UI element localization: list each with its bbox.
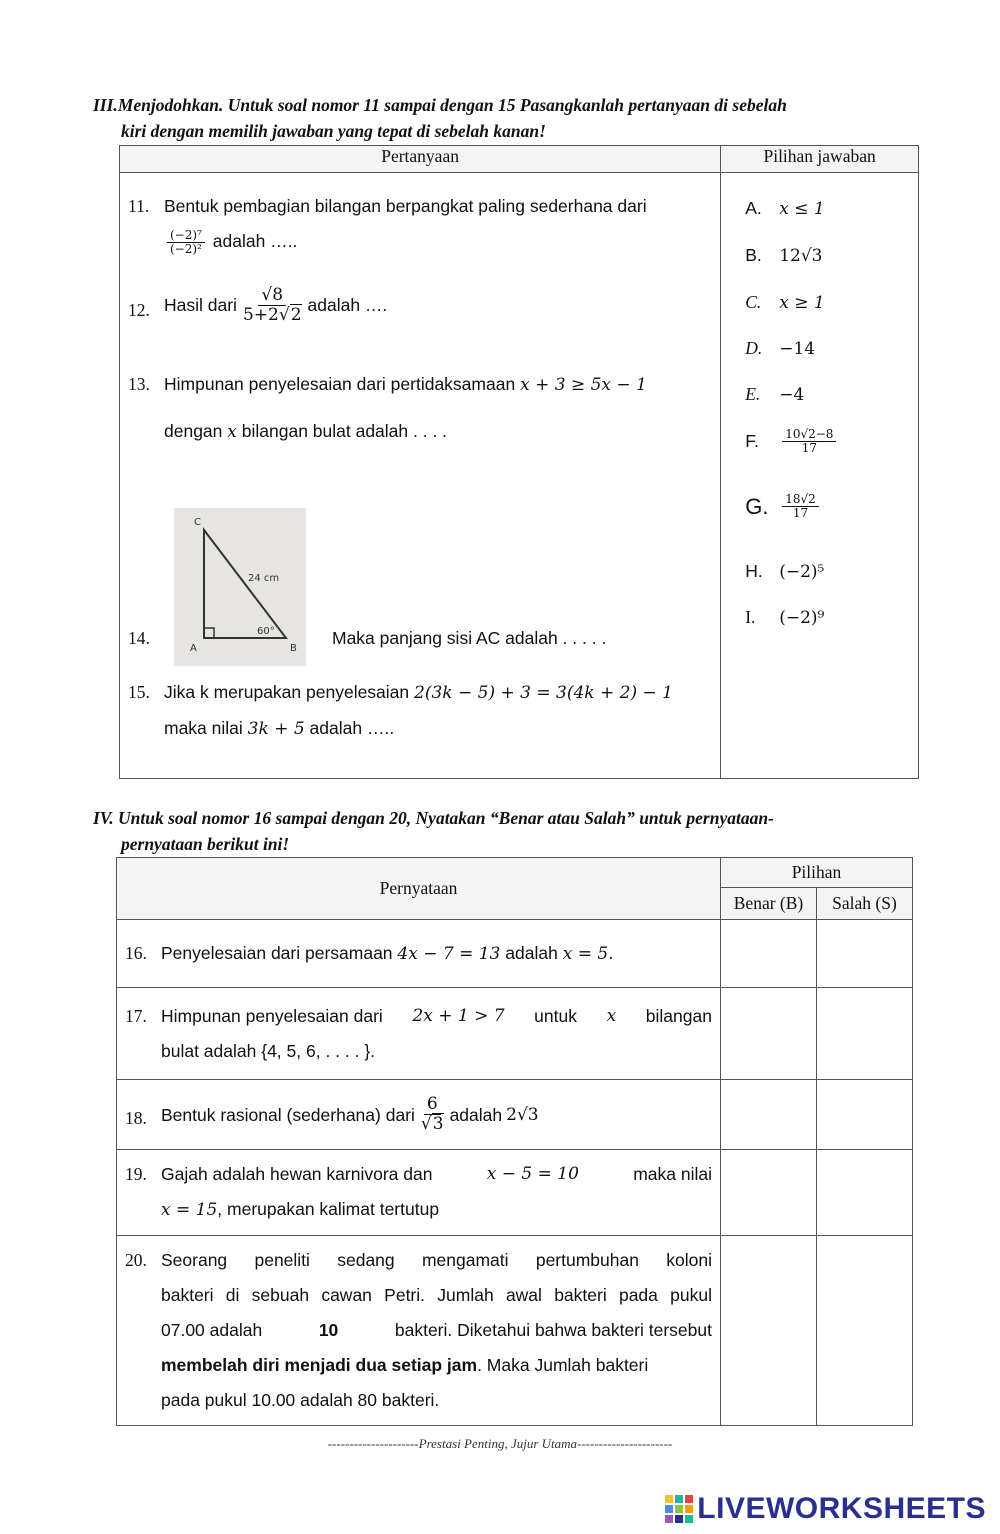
statement-number: 20. — [125, 1250, 147, 1270]
column-header-statement: Pernyataan — [117, 858, 721, 920]
section-3-title-line1: Menjodohkan. Untuk soal nomor 11 sampai dengan 15 Pasangkanlah pertanyaan di sebelah — [117, 95, 787, 115]
option-letter: F. — [745, 431, 759, 452]
column-header-answer: Pilihan jawaban — [721, 146, 919, 173]
option-fraction — [782, 493, 819, 520]
option-value: (−2)⁹ — [779, 608, 825, 628]
question-13 — [120, 361, 720, 455]
answer-true-17[interactable] — [721, 988, 817, 1080]
denominator: 17 — [801, 441, 817, 456]
statement-text-line2: bulat adalah {4, 5, 6, . . . . }. — [161, 1040, 376, 1061]
statement-text: Himpunan penyelesaian dari — [161, 1005, 383, 1026]
question-15 — [120, 675, 720, 747]
fraction — [240, 286, 305, 324]
label-b: B — [290, 643, 297, 654]
denominator: 17 — [792, 506, 809, 521]
numerator: 6 — [424, 1095, 441, 1115]
question-suffix: adalah …. — [307, 295, 388, 316]
statement-row-16 — [117, 920, 913, 988]
answers-cell — [721, 173, 919, 779]
statement-text-mid: adalah — [449, 1104, 503, 1125]
statement-line3 — [161, 1313, 712, 1348]
brand-text: LIVEWORKSHEETS — [697, 1492, 986, 1525]
option-letter: I. — [745, 607, 756, 627]
denominator-radicand: 2 — [290, 304, 302, 325]
question-text-line2: maka nilai — [164, 718, 243, 738]
statement-text: Gajah adalah hewan karnivora dan — [161, 1164, 433, 1184]
question-text: Himpunan penyelesaian dari pertidaksamaan — [164, 374, 516, 394]
label-angle: 60° — [257, 626, 275, 637]
option-fraction — [782, 428, 836, 455]
inequality: x + 3 ≥ 5x − 1 — [520, 375, 647, 395]
denominator-part: 5+2 — [242, 304, 279, 325]
denominator: 5+2√2 — [242, 304, 302, 325]
fraction — [418, 1095, 447, 1133]
question-number: 13. — [128, 374, 150, 394]
numerator: 10√2−8 — [782, 428, 836, 442]
statement-number: 17. — [125, 1005, 147, 1026]
statement-line4 — [161, 1348, 712, 1383]
option-e — [745, 384, 804, 405]
column-header-true: Benar (B) — [721, 888, 817, 920]
statement-line3-end: bakteri. Diketahui bahwa bakteri tersebut — [394, 1320, 712, 1340]
numerator: 18√2 — [782, 493, 819, 507]
label-a: A — [190, 643, 197, 654]
option-c — [745, 292, 824, 313]
question-number: 11. — [128, 196, 150, 216]
option-b — [745, 245, 822, 266]
statement-row-19 — [117, 1150, 913, 1236]
denominator: (−2)² — [170, 241, 202, 256]
questions-cell — [120, 173, 721, 779]
section-4-title — [93, 805, 908, 857]
question-text-line2-end: bilangan bulat adalah . . . . — [241, 421, 448, 441]
column-header-question: Pertanyaan — [120, 146, 721, 173]
statement-text-integer: bilangan — [645, 1005, 712, 1026]
option-letter: G. — [745, 493, 769, 519]
statement-16 — [117, 936, 720, 972]
page-footer: ---------------------Prestasi Penting, Jujur Utama---------------------- — [327, 1436, 673, 1451]
question-number: 12. — [128, 300, 150, 320]
answer-false-18[interactable] — [817, 1080, 913, 1150]
option-letter: E. — [745, 384, 761, 404]
option-letter: D. — [745, 338, 763, 358]
equation: x − 5 = 10 — [486, 1164, 579, 1184]
answer-true-20[interactable] — [721, 1236, 817, 1426]
variable: x — [606, 1005, 617, 1026]
answer-true-19[interactable] — [721, 1150, 817, 1236]
solution: x = 15 — [161, 1200, 218, 1220]
statement-19 — [117, 1157, 720, 1228]
statement-row-18 — [117, 1080, 913, 1150]
column-header-false: Salah (S) — [817, 888, 913, 920]
question-text: Jika k merupakan penyelesaian — [164, 682, 410, 702]
option-i — [745, 607, 824, 628]
logo-grid-icon — [665, 1495, 693, 1523]
statement-text: Bentuk rasional (sederhana) dari — [161, 1104, 415, 1125]
answer-true-18[interactable] — [721, 1080, 817, 1150]
question-11 — [120, 189, 720, 259]
option-letter: A. — [745, 198, 762, 218]
statement-line4-bold: membelah diri menjadi dua setiap jam — [161, 1355, 478, 1375]
column-header-choice: Pilihan — [721, 858, 913, 888]
answer-false-19[interactable] — [817, 1150, 913, 1236]
option-value: (−2)⁵ — [779, 562, 825, 582]
option-value: x ≤ 1 — [779, 199, 825, 219]
answer-false-20[interactable] — [817, 1236, 913, 1426]
liveworksheets-logo — [665, 1492, 986, 1526]
section-3-title — [93, 92, 908, 144]
question-text: Bentuk pembagian bilangan berpangkat paling sederhana dari — [164, 196, 647, 216]
option-value: x ≥ 1 — [779, 293, 825, 313]
statement-line5: pada pukul 10.00 adalah 80 bakteri. — [161, 1390, 440, 1410]
label-c: C — [194, 517, 201, 528]
answer-true-16[interactable] — [721, 920, 817, 988]
section-4-number: IV. — [93, 808, 114, 828]
question-12 — [120, 286, 720, 324]
section-3-number: III. — [93, 95, 118, 115]
solution: x = 5. — [562, 943, 614, 964]
question-14 — [120, 483, 720, 663]
answer-false-16[interactable] — [817, 920, 913, 988]
option-value: 12√3 — [779, 246, 823, 266]
matching-table — [119, 145, 919, 779]
section-4-title-line2: pernyataan berikut ini! — [121, 834, 290, 854]
statement-20 — [117, 1243, 720, 1418]
triangle-figure — [174, 508, 306, 666]
question-number: 15. — [128, 682, 150, 702]
question-number: 14. — [128, 628, 150, 648]
statement-number: 19. — [125, 1164, 147, 1184]
triangle-diagram — [174, 508, 306, 666]
initial-count: 10 — [318, 1320, 339, 1340]
statement-text-line2: , merupakan kalimat tertutup — [217, 1199, 440, 1219]
question-suffix: adalah ….. — [212, 231, 298, 251]
option-a — [745, 198, 824, 219]
option-letter: H. — [745, 561, 763, 581]
section-4-title-line1: Untuk soal nomor 16 sampai dengan 20, Nyatakan “Benar atau Salah” untuk pernyataan- — [117, 808, 774, 828]
statement-line3-start: 07.00 adalah — [161, 1320, 263, 1340]
label-side: 24 cm — [248, 573, 280, 584]
statement-row-20 — [117, 1236, 913, 1426]
statement-text: Penyelesaian dari persamaan — [161, 942, 393, 963]
section-3-title-line2: kiri dengan memilih jawaban yang tepat di sebelah kanan! — [121, 121, 546, 141]
expression: 3k + 5 — [247, 719, 305, 739]
statement-number: 16. — [125, 942, 147, 963]
option-value: −14 — [779, 339, 816, 359]
answer-false-17[interactable] — [817, 988, 913, 1080]
question-text-line2-end: adalah ….. — [309, 718, 395, 738]
statement-17 — [117, 999, 720, 1069]
statement-number: 18. — [125, 1108, 147, 1129]
statement-row-17 — [117, 988, 913, 1080]
option-h — [745, 561, 824, 582]
option-letter: C. — [745, 292, 762, 312]
option-value: −4 — [779, 385, 805, 405]
numerator: (−2)⁷ — [167, 229, 205, 243]
variable: x — [227, 422, 237, 442]
question-text: Maka panjang sisi AC adalah . . . . . — [332, 628, 607, 648]
option-letter: B. — [745, 245, 762, 265]
option-g — [745, 493, 822, 520]
question-text-line2: dengan — [164, 421, 223, 441]
statement-text-for: untuk — [534, 1005, 577, 1026]
option-d — [745, 338, 815, 359]
option-f — [745, 428, 839, 455]
equation: 4x − 7 = 13 — [397, 943, 501, 964]
statement-line4-end: . Maka Jumlah bakteri — [477, 1355, 649, 1375]
denominator-radicand: 3 — [432, 1114, 444, 1134]
true-false-table — [116, 857, 913, 1426]
expression: 2√3 — [506, 1104, 539, 1125]
numerator: √8 — [258, 286, 286, 306]
statement-line2: bakteri di sebuah cawan Petri. Jumlah awal bakteri pada pukul — [161, 1285, 712, 1305]
statement-text-mid: adalah — [505, 942, 558, 963]
statement-18 — [117, 1095, 720, 1133]
fraction — [167, 229, 205, 256]
question-text: Hasil dari — [164, 295, 237, 316]
inequality: 2x + 1 > 7 — [412, 1005, 505, 1026]
denominator: √3 — [420, 1114, 444, 1134]
statement-text-then: maka nilai — [633, 1164, 712, 1184]
equation: 2(3k − 5) + 3 = 3(4k + 2) − 1 — [414, 683, 673, 703]
statement-line1: Seorang peneliti sedang mengamati pertumbuhan koloni — [161, 1250, 712, 1270]
